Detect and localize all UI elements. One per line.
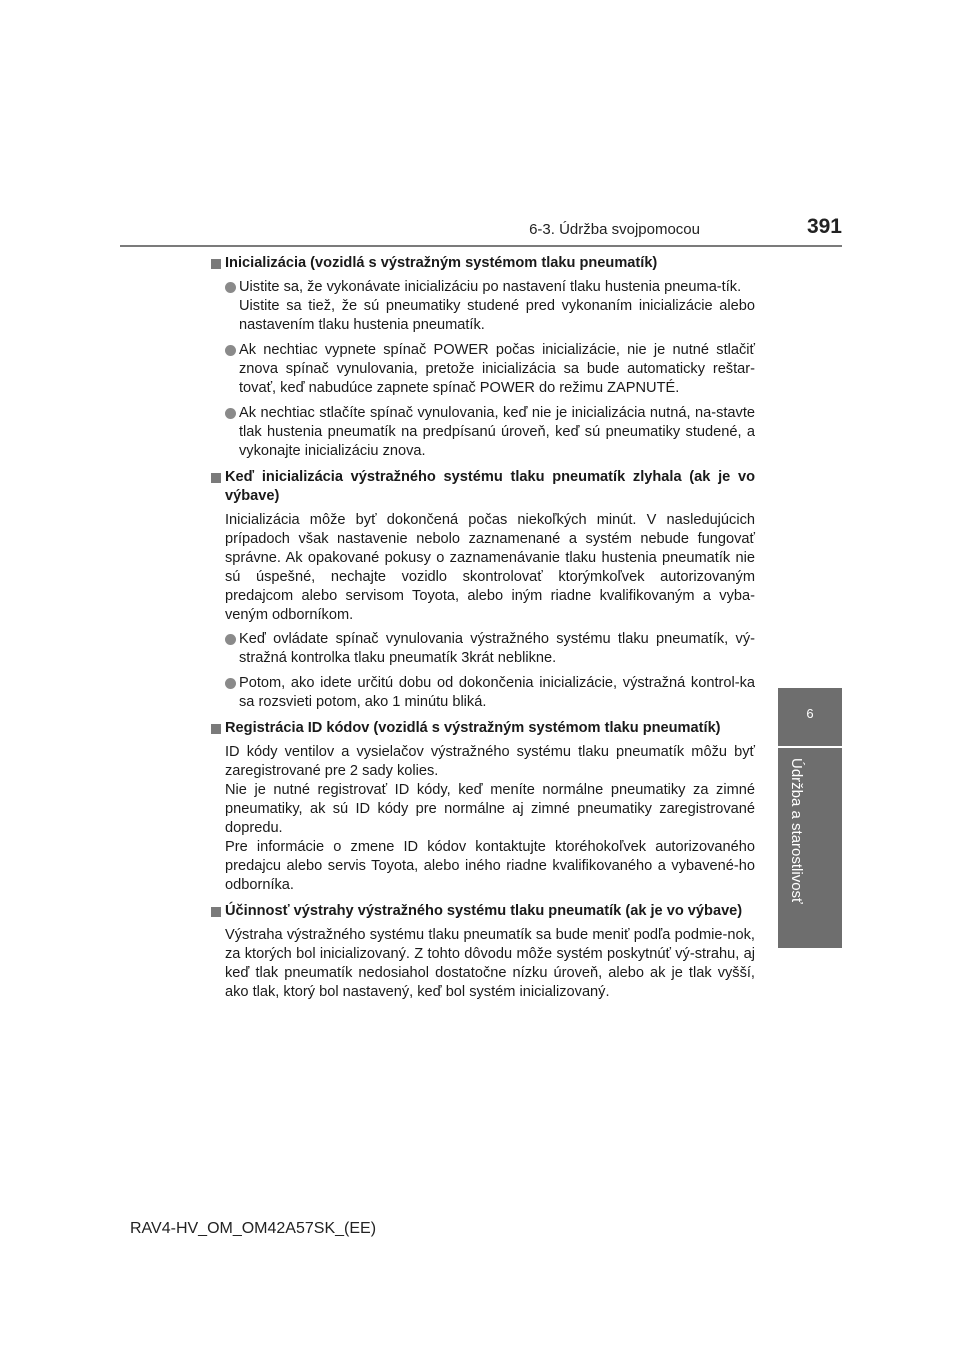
chapter-tab — [778, 688, 842, 746]
body-paragraph: Inicializácia môže byť dokončená počas niekoľkých minút. V nasledujúcich prípadoch však nastavenie nebolo zaznamenané a systém nebude fungovať správne. Ak opakované pokusy o zaznamenávanie tlaku hustenia pneumatík nie sú úspešné, nechajte vozidlo skontrolovať ktorýmkoľvek autorizovaným predajcom alebo servisom Toyota, alebo iným riadne kvalifikovaným a vyba-veným odborníkom. — [225, 512, 755, 623]
square-bullet-icon — [211, 907, 221, 917]
bullet-text: Potom, ako idete určitú dobu od dokončenia inicializácie, výstražná kontrol-ka sa rozsvieti potom, ako 1 minútu bliká. — [239, 675, 755, 710]
section-heading — [211, 468, 755, 506]
bullet-item — [225, 278, 755, 335]
circle-bullet-icon — [225, 634, 236, 645]
heading-text: Účinnosť výstrahy výstražného systému tlaku pneumatík (ak je vo výbave) — [225, 903, 743, 919]
circle-bullet-icon — [225, 678, 236, 689]
body-paragraph: Výstraha výstražného systému tlaku pneumatík sa bude meniť podľa podmie-nok, za ktorých bol inicializovaný. Z tohto dôvodu môže systém poskytnúť vý-strahu, aj keď tlak pneumatík nedosiahol dostatočne nízku úroveň, alebo ak je tlak vyšší, ako tlak, ktorý bol nastavený, keď bol systém inicializovaný. — [225, 927, 755, 1000]
heading-text: Inicializácia (vozidlá s výstražným systémom tlaku pneumatík) — [225, 255, 658, 271]
bullet-text: Ak nechtiac stlačíte spínač vynulovania, keď nie je inicializácia nutná, na-stavte tlak hustenia pneumatík na predpísanú úroveň, keď sú pneumatiky studené, a vykonajte inicializáciu znova. — [239, 405, 755, 459]
content-section — [211, 902, 755, 1002]
bullet-item — [225, 630, 755, 668]
content-section — [211, 468, 755, 712]
bullet-text: Uistite sa, že vykonávate inicializáciu po nastavení tlaku hustenia pneuma-tík. Uistite sa tiež, že sú pneumatiky studené pred vykonaním inicializácie alebo nastavením tlaku hustenia pneumatík. — [239, 279, 755, 333]
square-bullet-icon — [211, 259, 221, 269]
document-code: RAV4-HV_OM_OM42A57SK_(EE) — [130, 1220, 377, 1237]
bullet-item — [225, 404, 755, 461]
square-bullet-icon — [211, 724, 221, 734]
main-content — [211, 254, 755, 1009]
section-heading — [211, 254, 755, 273]
page-number: 391 — [806, 215, 842, 238]
chapter-number: 6 — [806, 706, 814, 721]
body-paragraph: ID kódy ventilov a vysielačov výstražného systému tlaku pneumatík môžu byť zaregistrované pre 2 sady kolies. Nie je nutné registrovať ID kódy, keď meníte normálne pneumatiky za zimné pneumatiky, ak sú ID kódy pre normálne aj zimné pneumatiky zaregistrované dopredu. Pre informácie o zmene ID kódov kontaktujte ktoréhokoľvek autorizovaného predajcu alebo servis Toyota, alebo iného riadne kvalifikovaného a vybavené-ho odborníka. — [225, 744, 755, 893]
circle-bullet-icon — [225, 282, 236, 293]
heading-text: Keď inicializácia výstražného systému tlaku pneumatík zlyhala (ak je vo výbave) — [225, 469, 755, 504]
square-bullet-icon — [211, 473, 221, 483]
heading-text: Registrácia ID kódov (vozidlá s výstražným systémom tlaku pneumatík) — [225, 720, 721, 736]
header-divider — [120, 245, 842, 247]
circle-bullet-icon — [225, 345, 236, 356]
bullet-item — [225, 674, 755, 712]
content-section — [211, 719, 755, 895]
circle-bullet-icon — [225, 408, 236, 419]
bullet-item — [225, 341, 755, 398]
chapter-label: Údržba a starostlivosť — [788, 758, 805, 904]
section-heading — [211, 719, 755, 738]
section-heading — [211, 902, 755, 921]
content-section — [211, 254, 755, 461]
bullet-text: Ak nechtiac vypnete spínač POWER počas inicializácie, nie je nutné stlačiť znova spínač vynulovania, pretože inicializácia sa bude automaticky reštar-tovať, keď nabudúce zapnete spínač POWER do režimu ZAPNUTÉ. — [239, 342, 755, 396]
bullet-text: Keď ovládate spínač vynulovania výstražného systému tlaku pneumatík, vý-stražná kontrolka tlaku pneumatík 3krát neblikne. — [239, 631, 755, 666]
section-title: 6-3. Údržba svojpomocou — [529, 221, 700, 238]
page-header — [120, 0, 842, 250]
